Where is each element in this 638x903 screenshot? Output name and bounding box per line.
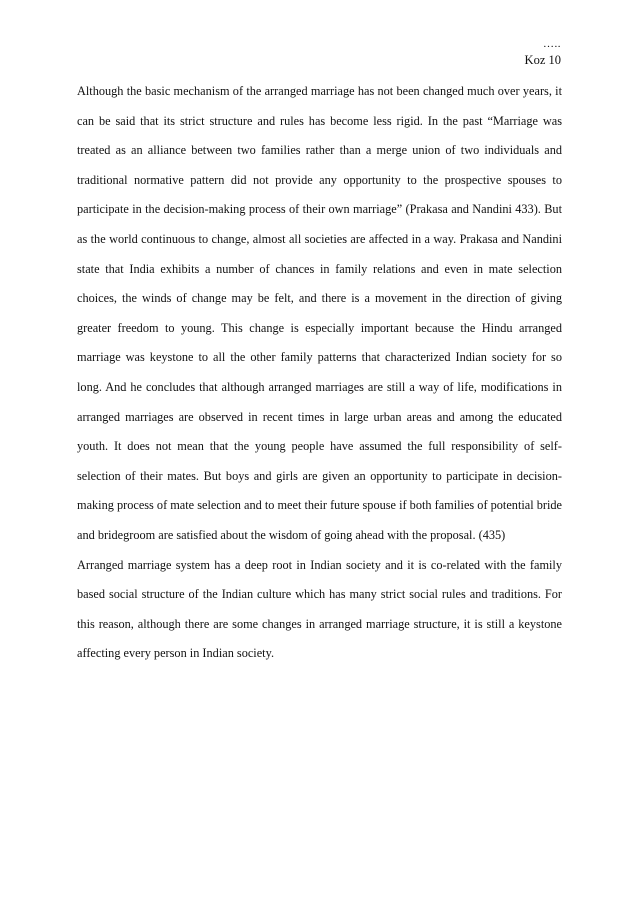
running-head: Koz 10: [524, 53, 561, 67]
header-dots: …..: [543, 38, 561, 50]
page-header: [525, 38, 561, 68]
body-text: [77, 77, 562, 669]
paragraph-2: Arranged marriage system has a deep root in Indian society and it is co-related with the family based social structure of the Indian culture which has many strict social rules and traditions. For this reason, although there are some changes in arranged marriage structure, it is still a keystone affecting every person in Indian society.: [77, 557, 562, 661]
paragraph-1: Although the basic mechanism of the arranged marriage has not been changed much over years, it can be said that its strict structure and rules has become less rigid. In the past “Marriage was treated as an alliance between two families rather than a merge union of two individuals and traditional normative pattern did not provide any opportunity to the prospective spouses to participate in the decision-making process of their own marriage” (Prakasa and Nandini 433). But as the world continuous to change, almost all societies are affected in a way. Prakasa and Nandini state that India exhibits a number of chances in family relations and even in mate selection choices, the winds of change may be felt, and there is a movement in the direction of giving greater freedom to young. This change is especially important because the Hindu arranged marriage was keystone to all the other family patterns that characterized Indian society for so long. And he concludes that although arranged marriages are still a way of life, modifications in arranged marriages are observed in recent times in large urban areas and among the educated youth. It does not mean that the young people have assumed the full responsibility of self-selection of their mates. But boys and girls are given an opportunity to participate in decision-making process of mate selection and to meet their future spouse if both families of potential bride and bridegroom are satisfied about the wisdom of going ahead with the proposal. (435): [77, 84, 562, 542]
